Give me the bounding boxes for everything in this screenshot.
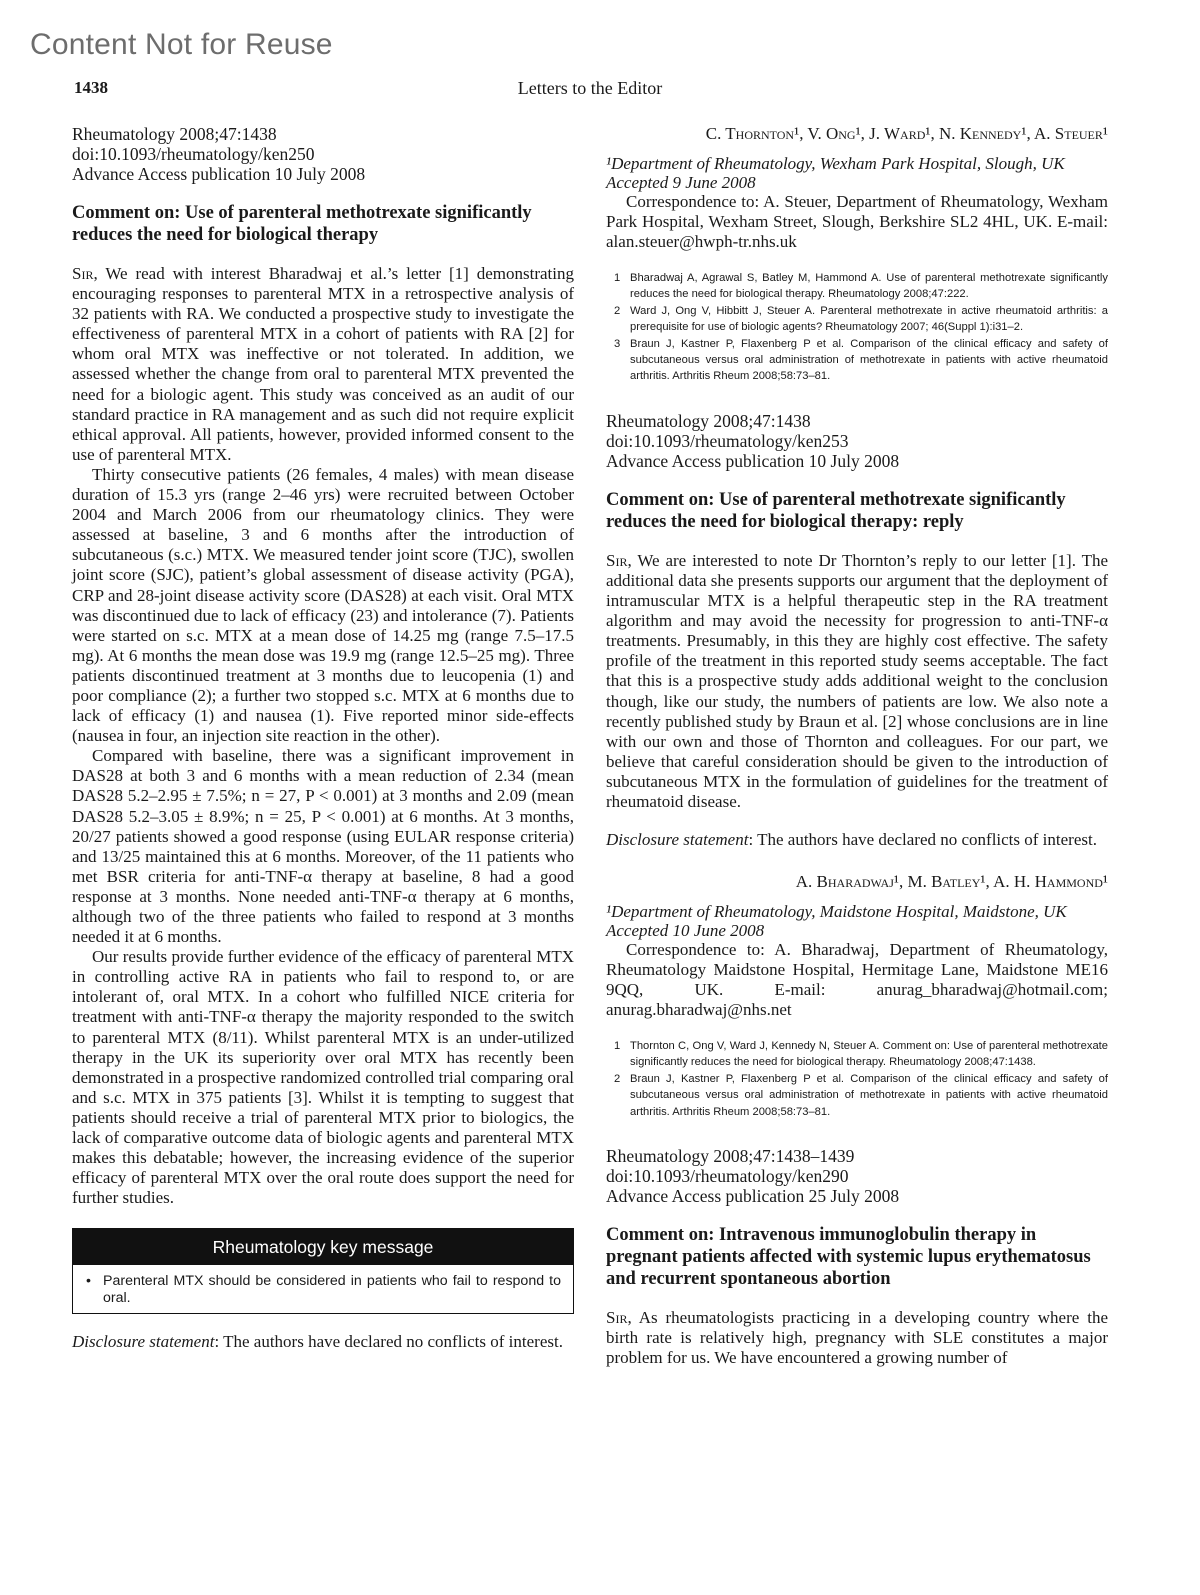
reference-number: 3	[614, 337, 621, 350]
paragraph-2: Thirty consecutive patients (26 females, 4 males) with mean disease duration of 15.3 yrs (range 2–46 yrs) were recruited between October 2004 and March 2006 from our rheumatology clinics. They were assessed at baseline, 3 and 6 months after the introduction of subcutaneous (s.c.) MTX. We measured tender joint score (TJC), swollen joint score (SJC), patient’s global assessment of disease activity (PGA), CRP and 28-joint disease activity score (DAS28) at each visit. Oral MTX was discontinued due to lack of efficacy (23) and intolerance (7). Patients were started on s.c. MTX at a mean dose of 14.25 mg (range 7.5–17.5 mg). At 6 months the mean dose was 19.9 mg (range 12.5–25 mg). Three patients discontinued treatment at 3 months due to leucopenia (1) and poor compliance (2); a further two stopped s.c. MTX at 6 months due to lack of efficacy (1) and nausea (1). Five reported minor side-effects (nausea in four, an injection site reaction in the other).	[72, 464, 574, 746]
reference-number: 2	[614, 1072, 621, 1085]
doi: doi:10.1093/rheumatology/ken253	[606, 430, 849, 451]
disclosure-text: : The authors have declared no conflicts of interest.	[214, 1332, 563, 1352]
letter2-meta	[606, 411, 1108, 471]
paragraph-1	[72, 264, 574, 465]
bullet-icon: •	[86, 1273, 91, 1290]
letter2-title: Comment on: Use of parenteral methotrexate significantly reduces the need for biological therapy: reply	[606, 489, 1066, 532]
reference-item	[606, 336, 1108, 385]
reference-item	[606, 1071, 1108, 1120]
letter2-correspondence: Correspondence to: A. Bharadwaj, Department of Rheumatology, Rheumatology Maidstone Hospital, Hermitage Lane, Maidstone ME16 9QQ, UK. E-mail: anurag_bharadwaj@hotmail.com; anurag.bharadwaj@nhs.net	[606, 940, 1108, 1020]
reference-number: 1	[614, 1040, 621, 1053]
reference-text: Braun J, Kastner P, Flaxenberg P et al. Comparison of the clinical efficacy and safety of subcutaneous versus oral administration of methotrexate in patients with active rheumatoid arthritis. Arthritis Rheum 2008;58:73–81.	[630, 1072, 1108, 1118]
reference-item	[606, 1038, 1108, 1071]
salutation: Sir	[606, 550, 628, 570]
letter2-authors: A. Bharadwaj¹, M. Batley¹, A. H. Hammond¹	[795, 872, 1108, 892]
reference-text: Ward J, Ong V, Hibbitt J, Steuer A. Parenteral methotrexate in active rheumatoid arthritis: a prerequisite for use of biologic agents? Rheumatology 2007; 46(Suppl 1):i31–2.	[630, 304, 1108, 334]
paragraph-3: Compared with baseline, there was a significant improvement in DAS28 at both 3 and 6 months with a mean reduction of 2.34 (mean DAS28 5.2–2.95 ± 7.5%; n = 27, P < 0.001) at 3 months and 2.09 (mean DAS28 5.2–3.05 ± 8.9%; n = 25, P < 0.001) at 6 months. At 3 months, 20/27 patients showed a good response (using EULAR response criteria) and 13/25 maintained this at 6 months. Moreover, of the 11 patients who met BSR criteria for anti-TNF-α therapy at baseline, 8 had a good response at 3 months. None needed anti-TNF-α therapy at 6 months, although two of the three patients who failed to respond at 3 months needed it at 6 months.	[72, 746, 574, 947]
letter3-paragraph-text: , As rheumatologists practicing in a developing country where the birth rate is relatively high, pregnancy with SLE constitutes a major problem for us. We have encountered a growing number of	[606, 1308, 1108, 1368]
article-meta	[72, 124, 574, 184]
letter1-authors: C. Thornton¹, V. Ong¹, J. Ward¹, N. Kennedy¹, A. Steuer¹	[705, 124, 1108, 143]
letter1-references	[606, 270, 1108, 385]
letter1-correspondence: Correspondence to: A. Steuer, Department of Rheumatology, Wexham Park Hospital, Wexham Street, Slough, Berkshire SL2 4HL, UK. E-mail: alan.steuer@hwph-tr.nhs.uk	[606, 192, 1108, 251]
letter1-affiliation: ¹Department of Rheumatology, Wexham Park Hospital, Slough, UK	[606, 154, 1065, 173]
right-column	[606, 124, 1108, 1368]
disclosure-statement	[72, 1332, 574, 1352]
letter3-meta	[606, 1146, 1108, 1206]
reference-item	[606, 303, 1108, 336]
reference-number: 2	[614, 304, 621, 317]
reference-text: Thornton C, Ong V, Ward J, Kennedy N, Steuer A. Comment on: Use of parenteral methotrexate significantly reduces the need for biological therapy. Rheumatology 2008;47:1438.	[630, 1040, 1108, 1069]
advance-access: Advance Access publication 10 July 2008	[606, 450, 900, 471]
doi: doi:10.1093/rheumatology/ken250	[72, 144, 315, 164]
letter2-references	[606, 1038, 1108, 1120]
doi: doi:10.1093/rheumatology/ken290	[606, 1166, 849, 1187]
letter3-paragraph	[606, 1308, 1108, 1368]
salutation: Sir	[72, 264, 94, 283]
key-message-text: Parenteral MTX should be considered in patients who fail to respond to oral.	[103, 1273, 561, 1307]
reference-text: Bharadwaj A, Agrawal S, Batley M, Hammond A. Use of parenteral methotrexate significantly reduces the need for biological therapy. Rheumatology 2008;47:222.	[630, 272, 1108, 301]
letter1-accepted: Accepted 9 June 2008	[606, 173, 756, 192]
key-message-item	[73, 1265, 573, 1313]
watermark: Content Not for Reuse	[30, 28, 333, 61]
article-title: Comment on: Use of parenteral methotrexate significantly reduces the need for biological therapy	[72, 203, 532, 245]
reference-number: 1	[614, 272, 621, 284]
letter2-paragraph-text: , We are interested to note Dr Thornton’s reply to our letter [1]. The additional data she presents supports our argument that the deployment of intramuscular MTX is a helpful therapeutic step in the RA treatment algorithm and may avoid the necessity for progression to anti-TNF-α treatments. Presumably, in this they are highly cost effective. The safety profile of the treatment in this reported study seems acceptable. The fact that this is a prospective study adds additional weight to the conclusion though, like our study, the numbers of patients are low. We also note a recently published study by Braun et al. [2] whose conclusions are in line with our own and those of Thornton and colleagues. For our part, we believe that careful consideration should be given to the introduction of subcutaneous MTX in the formulation of guidelines for the treatment of rheumatoid disease.	[606, 550, 1109, 811]
advance-access: Advance Access publication 25 July 2008	[606, 1186, 900, 1207]
paragraph-4: Our results provide further evidence of the efficacy of parenteral MTX in controlling active RA in patients who fail to respond to, or are intolerant of, oral MTX. In a cohort who fulfilled NICE criteria for treatment with anti-TNF-α therapy the majority responded to the switch to parenteral MTX (8/11). Whilst parenteral MTX is an under-utilized therapy in the UK its superiority over oral MTX has recently been demonstrated in a prospective randomized controlled trial comparing oral and s.c. MTX in 375 patients [3]. Whilst it is tempting to suggest that patients should receive a trial of parenteral MTX prior to biologics, the lack of comparative outcome data of biologic agents and parenteral MTX makes this debatable; however, the increasing evidence of the superior efficacy of parenteral MTX over the oral route does support the need for further studies.	[72, 947, 574, 1208]
key-message-box	[72, 1228, 574, 1314]
reference-item	[606, 270, 1108, 303]
salutation: Sir	[606, 1308, 628, 1328]
disclosure-label: Disclosure statement	[72, 1332, 215, 1352]
disclosure-text: : The authors have declared no conflicts of interest.	[748, 830, 1097, 850]
journal-citation: Rheumatology 2008;47:1438	[72, 124, 277, 144]
left-column	[72, 124, 574, 1352]
page-number: 1438	[74, 78, 108, 97]
letter2-disclosure	[606, 830, 1108, 850]
journal-citation: Rheumatology 2008;47:1438	[606, 410, 811, 431]
disclosure-label: Disclosure statement	[606, 830, 749, 850]
running-head: Letters to the Editor	[517, 78, 663, 98]
reference-text: Braun J, Kastner P, Flaxenberg P et al. Comparison of the clinical efficacy and safety of subcutaneous versus oral administration of methotrexate in patients with active rheumatoid arthritis. Arthritis Rheum 2008;58:73–81.	[630, 337, 1108, 383]
paragraph-1-text: , We read with interest Bharadwaj et al.’s letter [1] demonstrating encouraging responses to parenteral MTX in a retrospective analysis of 32 patients with RA. We conducted a prospective study to investigate the effectiveness of parenteral MTX in a cohort of patients with RA [2] for whom oral MTX was ineffective or not tolerated. In addition, we assessed whether the change from oral to parenteral MTX prevented the need for a biologic agent. This study was conceived as an audit of our standard practice in RA management and as such did not require explicit ethical approval. All patients, however, provided informed consent to the use of parenteral MTX.	[72, 264, 574, 464]
letter2-paragraph	[606, 551, 1108, 812]
advance-access: Advance Access publication 10 July 2008	[72, 164, 366, 184]
key-message-heading: Rheumatology key message	[73, 1229, 573, 1265]
journal-citation: Rheumatology 2008;47:1438–1439	[606, 1146, 855, 1167]
letter3-title: Comment on: Intravenous immunoglobulin therapy in pregnant patients affected with systemic lupus erythematosus and recurrent spontaneous abortion	[606, 1225, 1091, 1290]
letter2-affiliation: ¹Department of Rheumatology, Maidstone Hospital, Maidstone, UK	[606, 902, 1067, 922]
letter2-accepted: Accepted 10 June 2008	[606, 921, 765, 941]
